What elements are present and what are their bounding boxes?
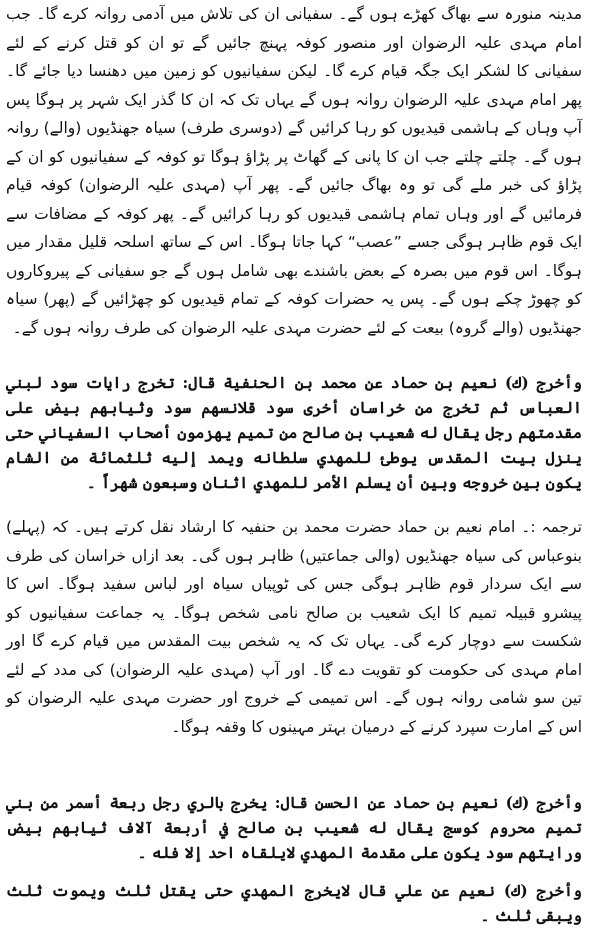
arabic-hadith-paragraph-1: وأخرج (ك) نعيم بن حماد عن محمد بن الحنفية قال: تخرج رايات سود لبني العباس ثم تخرج من خراسان أخرى سود قلانسهم سود وثيابهم بيض على مقدمتهم رجل يقال له شعيب بن صالح من تميم يهزمون أصحاب السفياني حتى ينزل بيت المقدس يوطئ للمهدي سلطانه ويمد إليه ثلثمائة من الشام يكون بين خروجه وبين أن يسلم الأمر للمهدي اثنان وسبعون شهراً ۔: [6, 373, 582, 492]
arabic-hadith-paragraph-3: وأخرج (ك) نعيم عن علي قال لايخرج المهدي حتى يقتل ثلث ويموت ثلث ويبقى ثلث ۔: [6, 881, 582, 925]
urdu-narrative-paragraph: مدینہ منورہ سے بھاگ کھڑے ہوں گے۔ سفیانی ان کی تلاش میں آدمی روانہ کرے گا۔ جب امام مہدی علیہ الرضوان اور منصور کوفہ پہنچ جائیں گے تو ان کو قتل کرنے کے لئے سفیانی کا لشکر ایک جگہ قیام کرے گا۔ لیکن سفیانیوں کو زمین میں دھنسا دیا جائے گا۔ پھر امام مہدی علیہ الرضوان روانہ ہوں گے یہاں تک کہ ان کا گذر ایک شہر پر ہوگا پس آپ وہاں کے ہاشمی قیدیوں کو رہا کرائیں گے (دوسری طرف) سیاہ جھنڈیوں (والے) روانہ ہوں گے۔ چلتے چلتے جب ان کا پانی کے گھاٹ پر پڑاؤ ہوگا تو کوفہ کے سفیانیوں کو ان کے پڑاؤ کی خبر ملے گی تو وہ بھاگ جائیں گے۔ پھر آپ (مہدی علیہ الرضوان) کوفہ قیام فرمائیں گے اور وہاں تمام ہاشمی قیدیوں کو رہا کرائیں گے۔ پھر کوفہ کے مضافات سے ایک قوم ظاہر ہوگی جسے ”عصب“ کہا جاتا ہوگا۔ اس کے ساتھ اسلحہ قلیل مقدار میں ہوگا۔ اس قوم میں بصرہ کے بعض باشندے بھی شامل ہوں گے جو سفیانی کے پیروکاروں کو چھوڑ چکے ہوں گے۔ پس یہ حضرات کوفہ کے تمام قیدیوں کو چھڑائیں گے (پھر) سیاہ جھنڈیوں (والے گروہ) بیعت کے لئے حضرت مہدی علیہ الرضوان کی طرف روانہ ہوں گے۔: [6, 5, 582, 337]
urdu-translation-paragraph: ترجمہ :۔ امام نعیم بن حماد حضرت محمد بن حنفیہ کا ارشاد نقل کرتے ہیں۔ کہ (پہلے) بنوعباس کی سیاہ جھنڈیوں (والی جماعتیں) ظاہر ہوں گی۔ بعد ازاں خراسان کی طرف سے ایک سردار قوم ظاہر ہوگی جس کی ٹوپیاں سیاہ اور لباس سفید ہوگا۔ اس کا پیشرو قبیلہ تمیم کا ایک شعیب بن صالح نامی شخص ہوگا۔ یہ جماعت سفیانیوں کو شکست سے دوچار کرے گی۔ یہاں تک کہ یہ شخص بیت المقدس میں قیام کرے گا اور امام مہدی کی حکومت کو تقویت دے گا۔ اور آپ (مہدی علیہ الرضوان) کی مدد کے لئے تین سو شامی روانہ ہوں گے۔ اس تمیمی کے خروج اور حضرت مہدی علیہ الرضوان کو اس کے امارت سپرد کرنے کے درمیان بہتر مہینوں کا وقفہ ہوگا۔: [6, 518, 582, 736]
arabic-hadith-paragraph-2: وأخرج (ك) نعيم بن حماد عن الحسن قال: يخرج بالري رجل ربعة أسمر من بني تميم محروم كوسج يقال له شعيب بن صالح في أربعة آلاف ثيابهم بيض ورايتهم سود يكون على مقدمة المهدي لايلقاه احد إلا فله ۔: [6, 793, 582, 862]
